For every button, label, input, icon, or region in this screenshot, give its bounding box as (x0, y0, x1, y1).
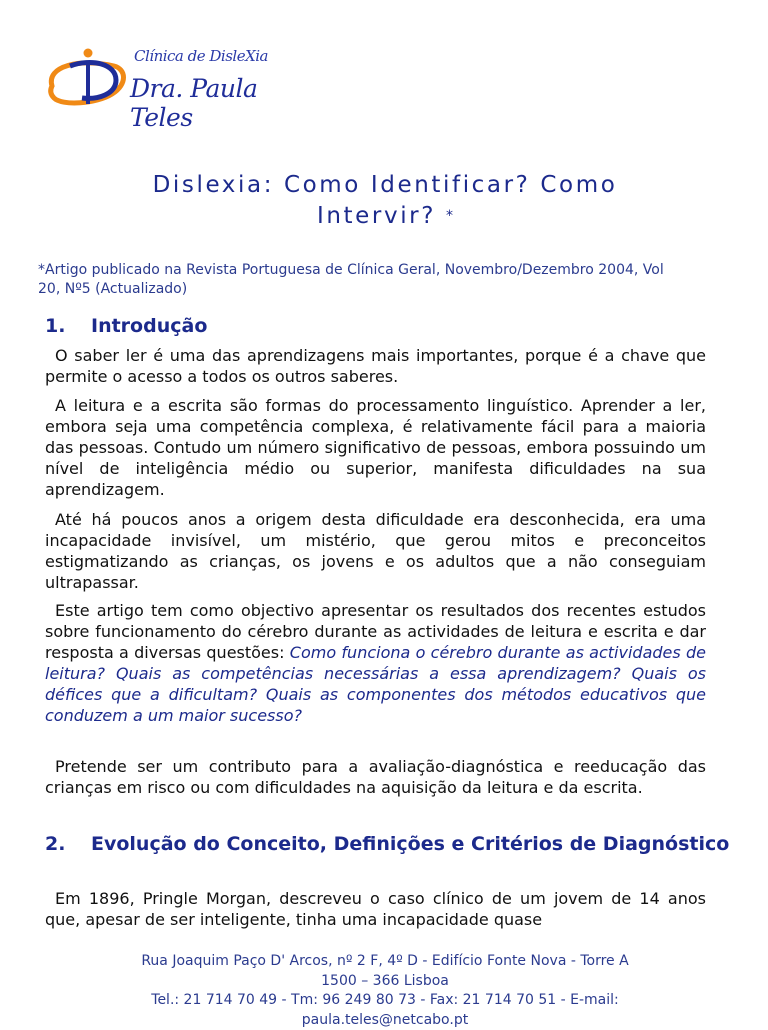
section-number: 1. (45, 314, 91, 338)
logo-name: Dra. Paula Teles (130, 74, 302, 132)
section-number: 2. (45, 832, 91, 856)
footer-address: Rua Joaquim Paço D' Arcos, nº 2 F, 4º D - Edifício Fonte Nova - Torre A (60, 952, 710, 972)
section-heading-introducao (45, 314, 735, 338)
footer-email: paula.teles@netcabo.pt (60, 1011, 710, 1030)
logo-subtitle: Clínica de DisleXia (134, 47, 268, 65)
paragraph-text: Este artigo tem como objectivo apresentar os resultados dos recentes estudos sobre funcionamento do cérebro durante as actividades de leitura e escrita e dar resposta a diversas questões: (45, 601, 706, 662)
page-footer (60, 952, 710, 1030)
section-title: Introdução (91, 315, 207, 337)
paragraph: O saber ler é uma das aprendizagens mais importantes, porque é a chave que permite o acesso a todos os outros saberes. (45, 345, 706, 387)
publication-note: *Artigo publicado na Revista Portuguesa de Clínica Geral, Novembro/Dezembro 2004, Vol 20, Nº5 (Actualizado) (38, 261, 678, 299)
section-title: Evolução do Conceito, Definições e Critérios de Diagnóstico (91, 833, 729, 855)
clinic-logo (42, 44, 302, 114)
paragraph: Até há poucos anos a origem desta dificuldade era desconhecida, era uma incapacidade invisível, um mistério, que gerou mitos e preconceitos estigmatizando as crianças, os jovens e os adultos que a não conseguiam ultrapassar. (45, 509, 706, 593)
paragraph: A leitura e a escrita são formas do processamento linguístico. Aprender a ler, embora seja uma competência complexa, é relativamente fácil para a maioria das pessoas. Contudo um número significativo de pessoas, embora possuindo um nível de inteligência médio ou superior, manifesta dificuldades na sua aprendizagem. (45, 395, 706, 500)
clinic-logo-mark-icon (42, 44, 134, 114)
section-heading-evolucao (45, 832, 735, 856)
footer-contacts: Tel.: 21 714 70 49 - Tm: 96 249 80 73 - Fax: 21 714 70 51 - E-mail: (60, 991, 710, 1011)
document-title (90, 170, 680, 232)
paragraph-questions: Como funciona o cérebro durante as actividades de leitura? Quais as competências necessárias a essa aprendizagem? Quais os défices que a dificultam? Quais as componentes dos métodos educativos que conduzem a um maior sucesso? (45, 643, 706, 725)
paragraph: Em 1896, Pringle Morgan, descreveu o caso clínico de um jovem de 14 anos que, apesar de ser inteligente, tinha uma incapacidade quase (45, 888, 706, 930)
paragraph (45, 600, 706, 726)
title-asterisk: * (446, 208, 453, 224)
paragraph: Pretende ser um contributo para a avaliação-diagnóstica e reeducação das crianças em risco ou com dificuldades na aquisição da leitura e da escrita. (45, 756, 706, 798)
footer-city: 1500 – 366 Lisboa (60, 972, 710, 992)
title-line-1: Dislexia: Como Identificar? Como (90, 170, 680, 201)
title-line-2: Intervir? (317, 203, 436, 229)
